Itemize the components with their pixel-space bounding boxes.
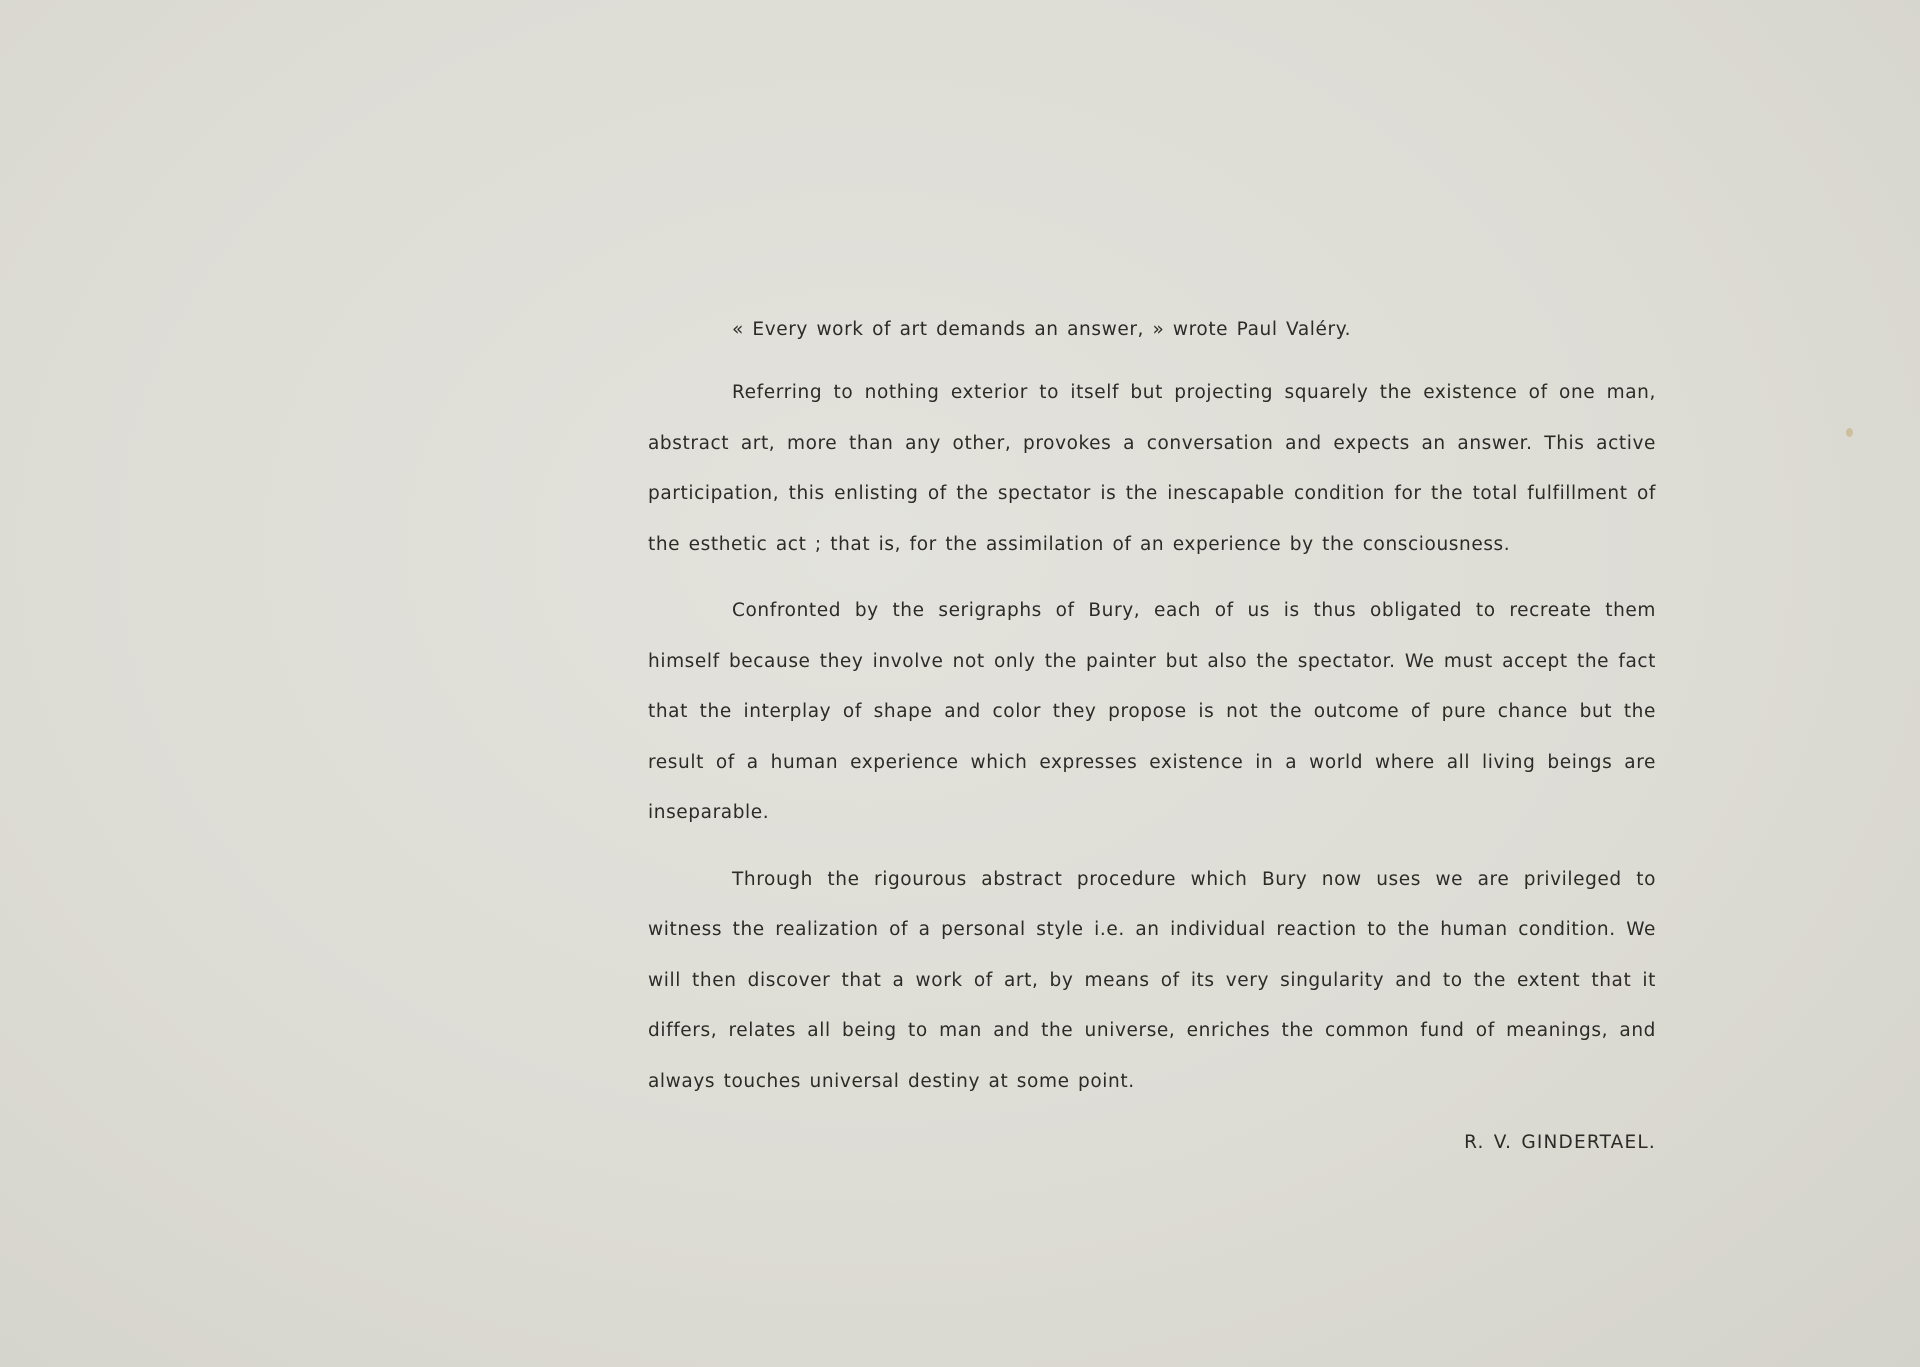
author-signature: R. V. GINDERTAEL. [1464,1132,1656,1153]
essay-text [648,310,1656,1163]
opening-quote: « Every work of art demands an answer, » wrote Paul Valéry. [732,319,1352,340]
paper-speck [1846,428,1853,437]
paragraph-3: Through the rigourous abstract procedure which Bury now uses we are privileged to witness the realization of a personal style i.e. an individual reaction to the human condition. We will then discover that a work of art, by means of its very singularity and to the extent that it differs, relates all being to man and the universe, enriches the common fund of meanings, and always touches universal destiny at some point. [648,868,1656,1092]
paragraph-2: Confronted by the serigraphs of Bury, each of us is thus obligated to recreate them himself because they involve not only the painter but also the spectator. We must accept the fact that the interplay of shape and color they propose is not the outcome of pure chance but the result of a human experience which expresses existence in a world where all living beings are inseparable. [648,600,1656,823]
paragraph-1: Referring to nothing exterior to itself but projecting squarely the existence of one man, abstract art, more than any other, provokes a conversation and expects an answer. This active participation, this enlisting of the spectator is the inescapable condition for the total fulfillment of the esthetic act ; that is, for the assimilation of an experience by the consciousness. [648,382,1656,555]
